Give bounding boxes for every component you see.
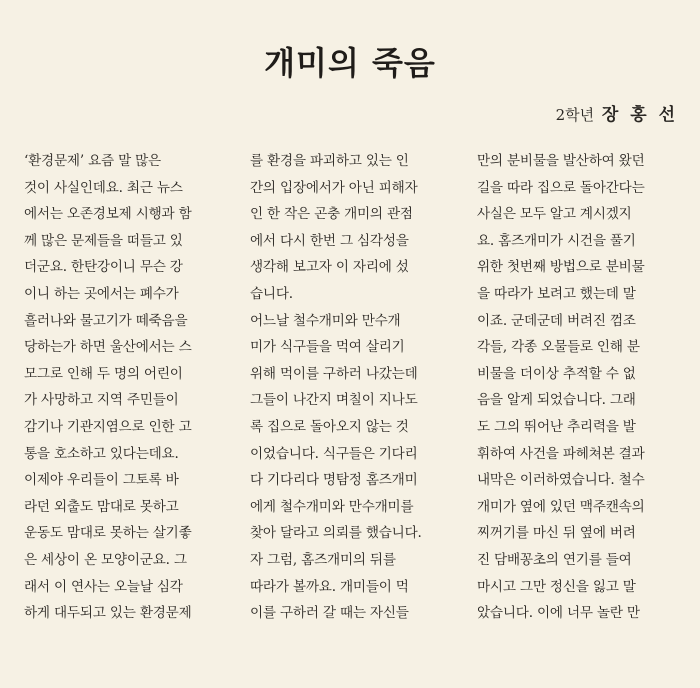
text-line: 사실은 모두 알고 계시겠지 [477, 206, 632, 223]
text-line: 통을 호소하고 있다는데요. [24, 445, 179, 462]
text-line: 위해 먹이를 구하러 나갔는데 [250, 365, 418, 382]
text-line: 운동도 맘대로 못하는 살기좋 [24, 525, 192, 542]
text-line: 자 그럼, 홈즈개미의 뒤를 [250, 551, 396, 568]
text-line: 어느날 철수개미와 만수개 [250, 312, 401, 329]
text-line: 습니다. [250, 285, 293, 302]
text-line: 은 세상이 온 모양이군요. 그 [24, 551, 187, 568]
text-line: 각들, 각종 오물들로 인해 분 [477, 339, 640, 356]
text-line: 그들이 나간지 며칠이 지나도 [250, 392, 418, 409]
text-line: 이를 구하러 갈 때는 자신들 [250, 605, 409, 622]
text-line: 진 담배꽁초의 연기를 들여 [477, 551, 632, 568]
text-line: 찌꺼기를 마신 뒤 옆에 버려 [477, 525, 636, 542]
text-line: 래서 이 연사는 오늘날 심각 [24, 578, 183, 595]
text-line: 것이 사실인데요. 최근 뉴스 [24, 179, 183, 196]
text-line: 길을 따라 집으로 돌아간다는 [477, 179, 645, 196]
text-line: 록 집으로 돌아오지 않는 것 [250, 418, 409, 435]
text-line: 위한 첫번째 방법으로 분비물 [477, 259, 645, 276]
text-line: 음을 알게 되었습니다. 그래 [477, 392, 636, 409]
text-line: 흘러나와 물고기가 떼죽음을 [24, 312, 188, 329]
text-line: 이죠. 군데군데 버려진 껌조 [477, 312, 636, 329]
text-line: 만의 분비물을 발산하여 왔던 [477, 153, 645, 169]
text-line: 이었습니다. 식구들은 기다리 [250, 445, 418, 462]
text-column-1 [24, 148, 224, 627]
text-line: 가 사망하고 지역 주민들이 [24, 392, 179, 409]
text-column-2 [250, 148, 450, 627]
text-line: 인 한 작은 곤충 개미의 관점 [250, 206, 413, 223]
text-line: 를 환경을 파괴하고 있는 인 [250, 153, 409, 169]
text-line: 라던 외출도 맘대로 못하고 [24, 498, 179, 515]
text-line: 에게 철수개미와 만수개미를 [250, 498, 414, 515]
text-line: 미가 식구들을 먹여 살리기 [250, 339, 405, 356]
text-line: 마시고 그만 정신을 잃고 말 [477, 578, 636, 595]
text-line: 을 따라가 보려고 했는데 말 [477, 285, 636, 302]
text-line: 에서는 오존경보제 시행과 함 [24, 206, 192, 223]
text-line: 이니 하는 곳에서는 폐수가 [24, 285, 179, 302]
text-line: 따라가 볼까요. 개미들이 먹 [250, 578, 409, 595]
byline [556, 100, 678, 125]
text-line: 모그로 인해 두 명의 어린이 [24, 365, 183, 382]
article-title: 개미의 죽음 [264, 44, 436, 82]
text-line: 도 그의 뛰어난 추리력을 발 [477, 418, 636, 435]
text-line: 생각해 보고자 이 자리에 섰 [250, 259, 409, 276]
text-line: 간의 입장에서가 아닌 피해자 [250, 179, 418, 196]
text-line: 더군요. 한탄강이니 무슨 강 [24, 259, 183, 276]
text-line: 하게 대두되고 있는 환경문제 [24, 605, 192, 622]
text-line: ‘환경문제’ 요즘 말 많은 [24, 153, 161, 169]
text-column-3 [477, 148, 677, 627]
text-line: 휘하여 사건을 파헤쳐본 결과 [477, 445, 645, 462]
text-line: 다 기다리다 명탐정 홈즈개미 [250, 472, 418, 489]
text-line: 았습니다. 이에 너무 놀란 만 [477, 605, 640, 622]
text-line: 에서 다시 한번 그 심각성을 [250, 232, 409, 249]
text-line: 개미가 옆에 있던 맥주캔속의 [477, 498, 645, 515]
byline-author: 장 홍 선 [601, 105, 678, 125]
text-line: 내막은 이러하였습니다. 철수 [477, 472, 645, 489]
text-line: 이제야 우리들이 그토록 바 [24, 472, 179, 489]
byline-grade: 2학년 [555, 106, 595, 124]
text-line: 감기나 기관지염으로 인한 고 [24, 418, 192, 435]
text-line: 요. 홈즈개미가 시건을 풀기 [477, 232, 636, 249]
text-line: 께 많은 문제들을 떠들고 있 [24, 232, 183, 249]
text-line: 비물을 더이상 추적할 수 없 [477, 365, 636, 382]
text-line: 찾아 달라고 의뢰를 했습니다. [250, 525, 422, 542]
text-line: 당하는가 하면 울산에서는 스 [24, 339, 192, 356]
